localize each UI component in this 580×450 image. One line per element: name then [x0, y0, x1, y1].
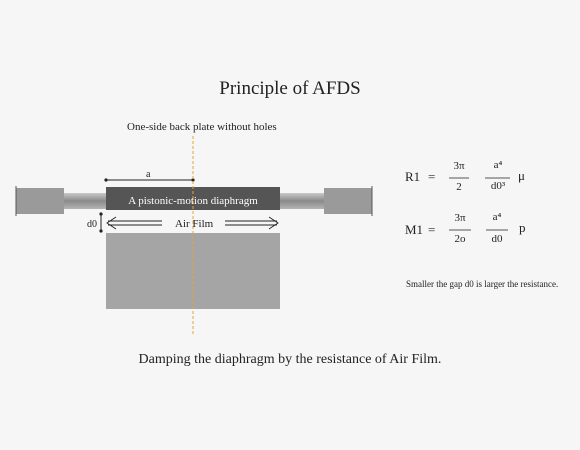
- diaphragm-label: A pistonic-motion diaphragm: [128, 195, 258, 207]
- right-rod: [279, 193, 324, 209]
- air-film-label: Air Film: [175, 218, 214, 230]
- m1-frac2-numerator: a⁴: [492, 211, 502, 223]
- r1-frac1-denominator: 2: [456, 181, 462, 193]
- diagram-title: Principle of AFDS: [219, 78, 361, 99]
- m1-symbol: M1: [405, 222, 424, 237]
- gap-d0-label: d0: [87, 219, 97, 230]
- r1-frac1-numerator: 3π: [453, 160, 465, 172]
- gap-resistance-note: Smaller the gap d0 is larger the resistance.: [406, 279, 559, 289]
- m1-frac2-denominator: d0: [491, 233, 503, 245]
- m1-frac1-numerator: 3π: [454, 212, 466, 224]
- right-support-outer: [324, 188, 372, 214]
- dimension-a-label: a: [146, 169, 151, 180]
- back-plate-label: One-side back plate without holes: [127, 121, 277, 133]
- r1-symbol: R1: [405, 169, 421, 184]
- left-support-outer: [16, 188, 64, 214]
- m1-equals: =: [428, 222, 436, 237]
- left-rod: [64, 193, 107, 209]
- r1-viscosity-symbol: μ: [518, 168, 525, 183]
- r1-frac2-denominator: d0³: [490, 180, 506, 192]
- r1-frac2-numerator: a⁴: [493, 159, 503, 171]
- d0-gap-end-top: [99, 212, 102, 215]
- air-film-arrow-right: [225, 217, 278, 229]
- m1-frac1-denominator: 2o: [454, 233, 466, 245]
- diagram-caption: Damping the diaphragm by the resistance of Air Film.: [138, 352, 442, 367]
- r1-equals: =: [428, 169, 436, 184]
- dimension-a-end-left: [104, 178, 107, 181]
- m1-density-symbol: p: [519, 220, 526, 235]
- d0-gap-end-bottom: [99, 229, 102, 232]
- air-film-arrow-left: [107, 217, 162, 229]
